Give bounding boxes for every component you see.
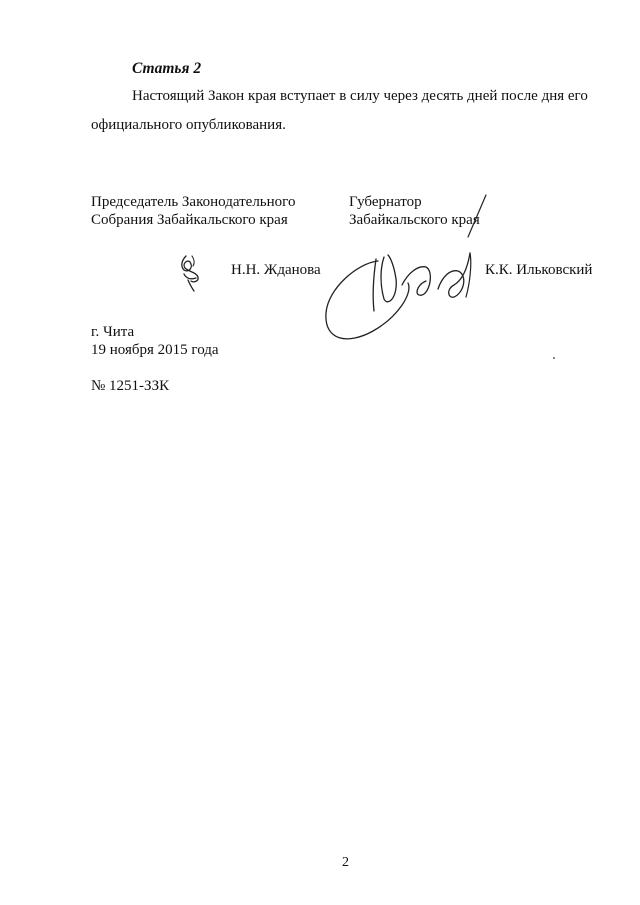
left-signatory-title xyxy=(91,193,295,229)
left-signatory-title-line-1: Председатель Законодательного xyxy=(91,194,296,210)
scan-speck xyxy=(553,357,555,359)
paragraph-line-1: Настоящий Закон края вступает в силу через десять дней после дня его xyxy=(132,88,588,104)
right-signatory-name: К.К. Ильковский xyxy=(485,262,593,278)
right-signature-icon xyxy=(318,193,496,353)
article-title: Статья 2 xyxy=(132,60,202,77)
law-number: № 1251-ЗЗК xyxy=(91,378,170,394)
paragraph-line-2: официального опубликования. xyxy=(91,117,286,133)
right-signatory-title-line-2: Забайкальского края xyxy=(349,212,480,228)
left-signatory-name: Н.Н. Жданова xyxy=(231,262,321,278)
date: 19 ноября 2015 года xyxy=(91,342,219,358)
page-number: 2 xyxy=(342,855,349,870)
left-signature-icon xyxy=(176,250,206,294)
left-signatory-title-line-2: Собрания Забайкальского края xyxy=(91,212,288,228)
right-signatory-title-line-1: Губернатор xyxy=(349,194,422,210)
place: г. Чита xyxy=(91,324,135,340)
